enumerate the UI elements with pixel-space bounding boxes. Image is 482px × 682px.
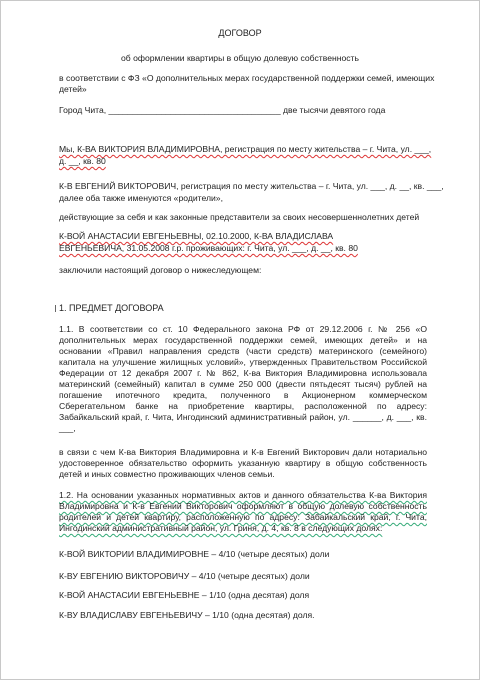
basis-line-1: в соответствии с ФЗ «О дополнительных мерах государственной поддержки семей, имеющих — [59, 73, 435, 83]
basis-line-2: детей» — [59, 84, 87, 94]
share-line-4: К-ВУ ВЛАДИСЛАВУ ЕВГЕНЬЕВИЧУ – 1/10 (одна десятая) доля. — [59, 610, 315, 620]
share-line-1: К-ВОЙ ВИКТОРИИ ВЛАДИМИРОВНЕ – 4/10 (четыре десятых) доли — [59, 549, 330, 559]
representatives-line: действующие за себя и как законные представители за своих несовершеннолетних детей — [59, 212, 420, 222]
text-cursor-icon — [55, 305, 59, 312]
section-heading: 1. ПРЕДМЕТ ДОГОВОРА — [59, 303, 164, 314]
parent-1-line-1: Мы, К-ВА ВИКТОРИЯ ВЛАДИМИРОВНА, регистрация по месту жительства – г. Чита, ул. ___, — [59, 144, 432, 154]
parent-2-line-2: далее оба также именуются «родители», — [59, 193, 223, 203]
children-line-1: К-ВОЙ АНАСТАСИИ ЕВГЕНЬЕВНЫ, 02.10.2000, К-ВА ВЛАДИСЛАВА — [59, 231, 334, 241]
share-line-3: К-ВОЙ АНАСТАСИИ ЕВГЕНЬЕВНЕ – 1/10 (одна десятая) доля — [59, 590, 310, 600]
doc-title: ДОГОВОР — [218, 28, 262, 38]
share-line-2: К-ВУ ЕВГЕНИЮ ВИКТОРОВИЧУ – 4/10 (четыре десятых) доли — [59, 571, 310, 581]
doc-subtitle: об оформлении квартиры в общую долевую собственность — [121, 53, 359, 63]
agreement-line: заключили настоящий договор о нижеследующем: — [59, 265, 262, 275]
clause-1-1: 1.1. В соответствии со ст. 10 Федерального закона РФ от 29.12.2006 г. № 256 «О дополнительных мерах государственной поддержки семей, имеющих детей» и на основании «Правил направления средств (части средств) материнского (семейного) капитала на улучшение жилищных условий», утвержденных Правительством Российской Федерации от 12 декабря 2007 г. № 862, К-ва Виктория Владимировна использовала материнский (семейный) капитал в сумме 250 000 (двести пятьдесят тысяч) рублей на погашение ипотечного кредита, полученного в Акционерном коммерческом Сберегательном банке на приобретение квартиры, расположенной по адресу: Забайкальский край, г. Чита, Ингодинский административный район, ул. ______, д. ___, кв. ___, — [59, 324, 427, 433]
clause-1-1-continued: в связи с чем К-ва Виктория Владимировна и К-в Евгений Викторович дали нотариально удостоверенное обязательство оформить указанную квартиру в общую собственность детей и иных совместно проживающих членов семьи. — [59, 447, 427, 479]
clause-1-2: 1.2. На основании указанных нормативных актов и данного обязательства К-ва Виктория Владимировна и К-в Евгений Викторович оформляют в общую долевую собственность родителей и детей квартиру, расположенную по адресу: Забайкальский край, г. Чита, Ингодинский административный район, ул. Гриня, д. 4, кв. 8 в следующих долях: — [59, 490, 427, 533]
children-line-2: ЕВГЕНЬЕВИЧА, 31.05.2008 г.р. проживающих: г. Чита, ул. ___, д. __, кв. 80 — [59, 243, 358, 253]
city-line: Город Чита, ____________________________________ две тысячи девятого года — [59, 105, 386, 115]
parent-1-line-2: д. __, кв. 80 — [59, 156, 106, 166]
parent-2-line-1: К-В ЕВГЕНИЙ ВИКТОРОВИЧ, регистрация по месту жительства – г. Чита, ул. ___, д. __, кв. ___, — [59, 181, 444, 191]
